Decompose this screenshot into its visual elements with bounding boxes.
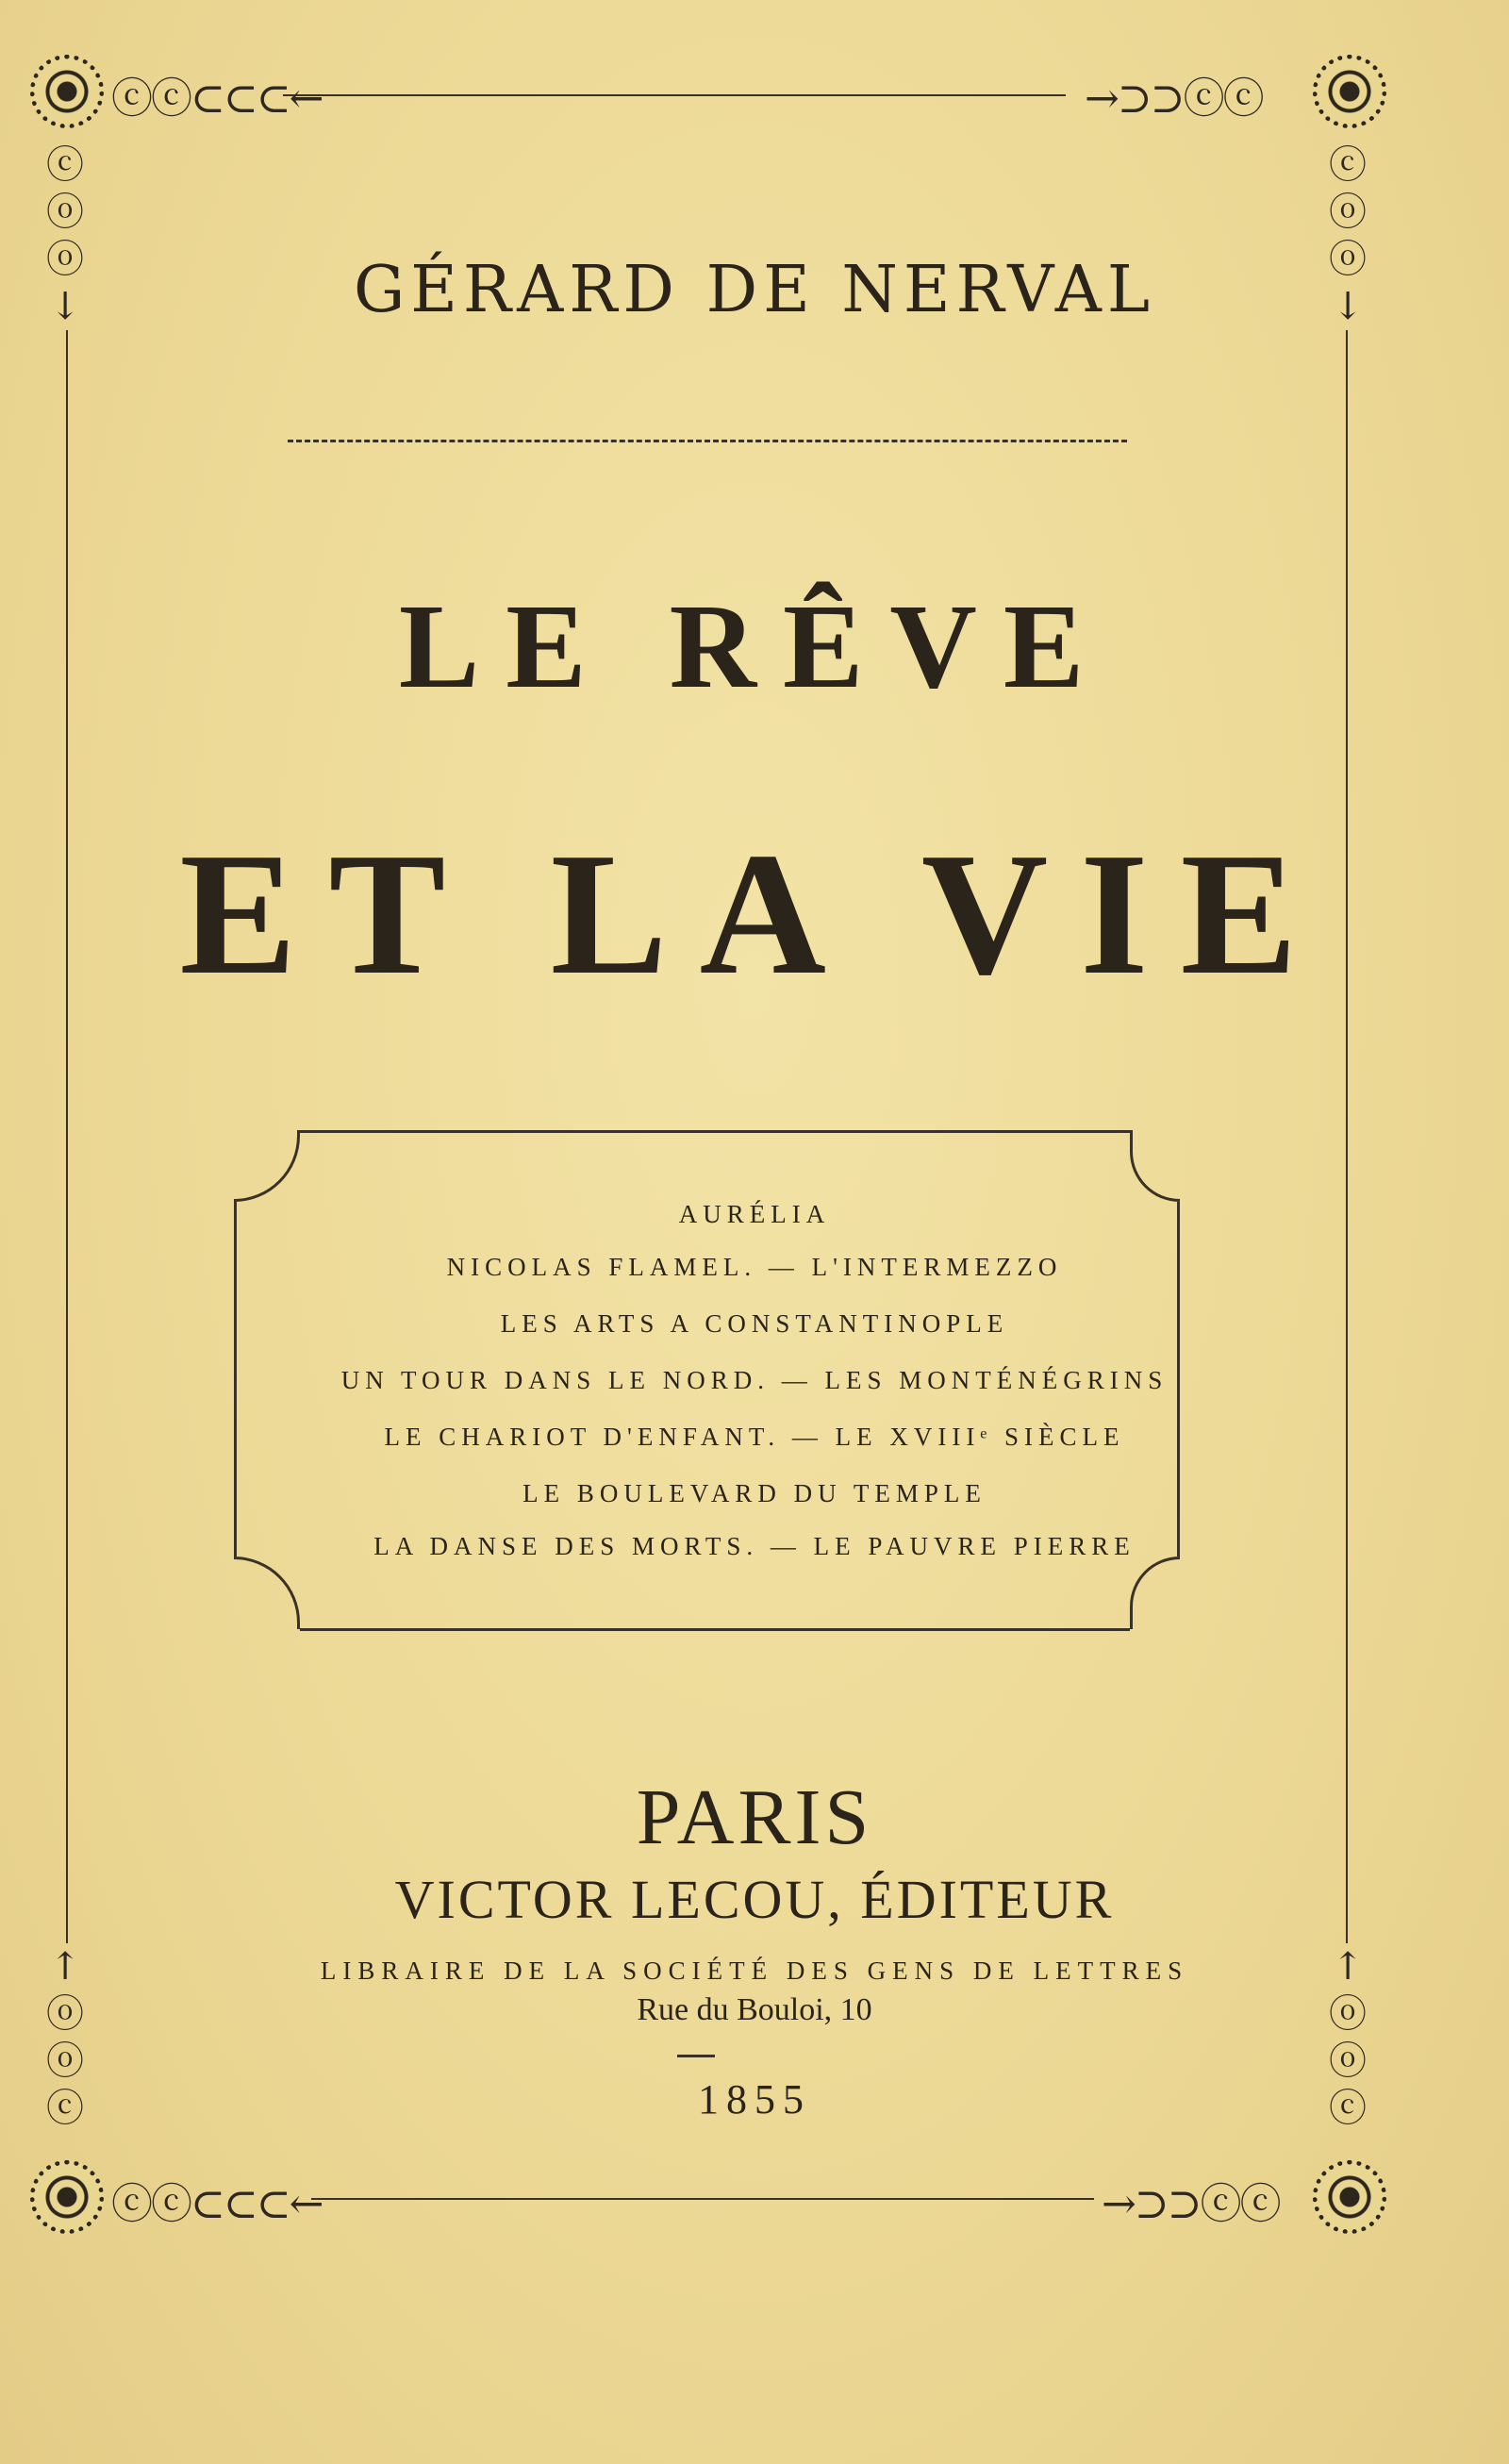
contents-item: LE BOULEVARD DU TEMPLE bbox=[522, 1479, 987, 1507]
divider-rule bbox=[677, 2055, 715, 2057]
title-line-2: ET LA VIE bbox=[179, 817, 1330, 1011]
border-top-rule bbox=[283, 94, 1066, 96]
author-name: GÉRARD DE NERVAL bbox=[353, 253, 1156, 327]
vertical-scroll-ornament-icon: ↑ ⓞ ⓞ ⓒ bbox=[1329, 1945, 1365, 2130]
scroll-ornament-icon: ⓒⓒ⊂⊂⊂← bbox=[111, 75, 323, 123]
vertical-scroll-ornament-icon: ⓒ ⓞ ⓞ ↓ bbox=[46, 143, 82, 328]
vertical-scroll-ornament-icon: ↑ ⓞ ⓞ ⓒ bbox=[46, 1945, 82, 2130]
imprint-society: LIBRAIRE DE LA SOCIÉTÉ DES GENS DE LETTRES bbox=[320, 1956, 1189, 1985]
imprint-address: Rue du Bouloi, 10 bbox=[637, 1992, 872, 2027]
rosette-ornament-icon bbox=[1313, 2160, 1386, 2234]
title-line-1: LE RÊVE bbox=[398, 579, 1111, 713]
contents-item: AURÉLIA bbox=[678, 1200, 831, 1228]
imprint-year: 1855 bbox=[698, 2076, 811, 2123]
rosette-ornament-icon bbox=[1313, 55, 1386, 128]
scroll-ornament-icon: ⓒⓒ⊂⊂⊂← bbox=[111, 2180, 323, 2228]
border-right-rule bbox=[1346, 330, 1348, 1943]
scroll-ornament-icon: →⊃⊃ⓒⓒ bbox=[1085, 75, 1263, 123]
rosette-ornament-icon bbox=[30, 55, 104, 128]
contents-item: UN TOUR DANS LE NORD. — LES MONTÉNÉGRINS bbox=[340, 1366, 1169, 1394]
vertical-scroll-ornament-icon: ⓒ ⓞ ⓞ ↓ bbox=[1329, 143, 1365, 328]
rosette-ornament-icon bbox=[30, 2160, 104, 2234]
imprint-publisher: VICTOR LECOU, ÉDITEUR bbox=[394, 1869, 1115, 1930]
border-left-rule bbox=[66, 330, 68, 1943]
contents-item: LA DANSE DES MORTS. — LE PAUVRE PIERRE bbox=[373, 1532, 1136, 1560]
scroll-ornament-icon: →⊃⊃ⓒⓒ bbox=[1102, 2180, 1280, 2228]
contents-item: NICOLAS FLAMEL. — L'INTERMEZZO bbox=[446, 1253, 1063, 1281]
imprint-city: PARIS bbox=[636, 1773, 873, 1861]
border-bottom-rule bbox=[311, 2198, 1094, 2200]
divider-rule bbox=[288, 440, 1127, 442]
contents-item: LE CHARIOT D'ENFANT. — LE XVIIIᵉ SIÈCLE bbox=[384, 1423, 1125, 1451]
contents-item: LES ARTS A CONSTANTINOPLE bbox=[500, 1309, 1009, 1338]
